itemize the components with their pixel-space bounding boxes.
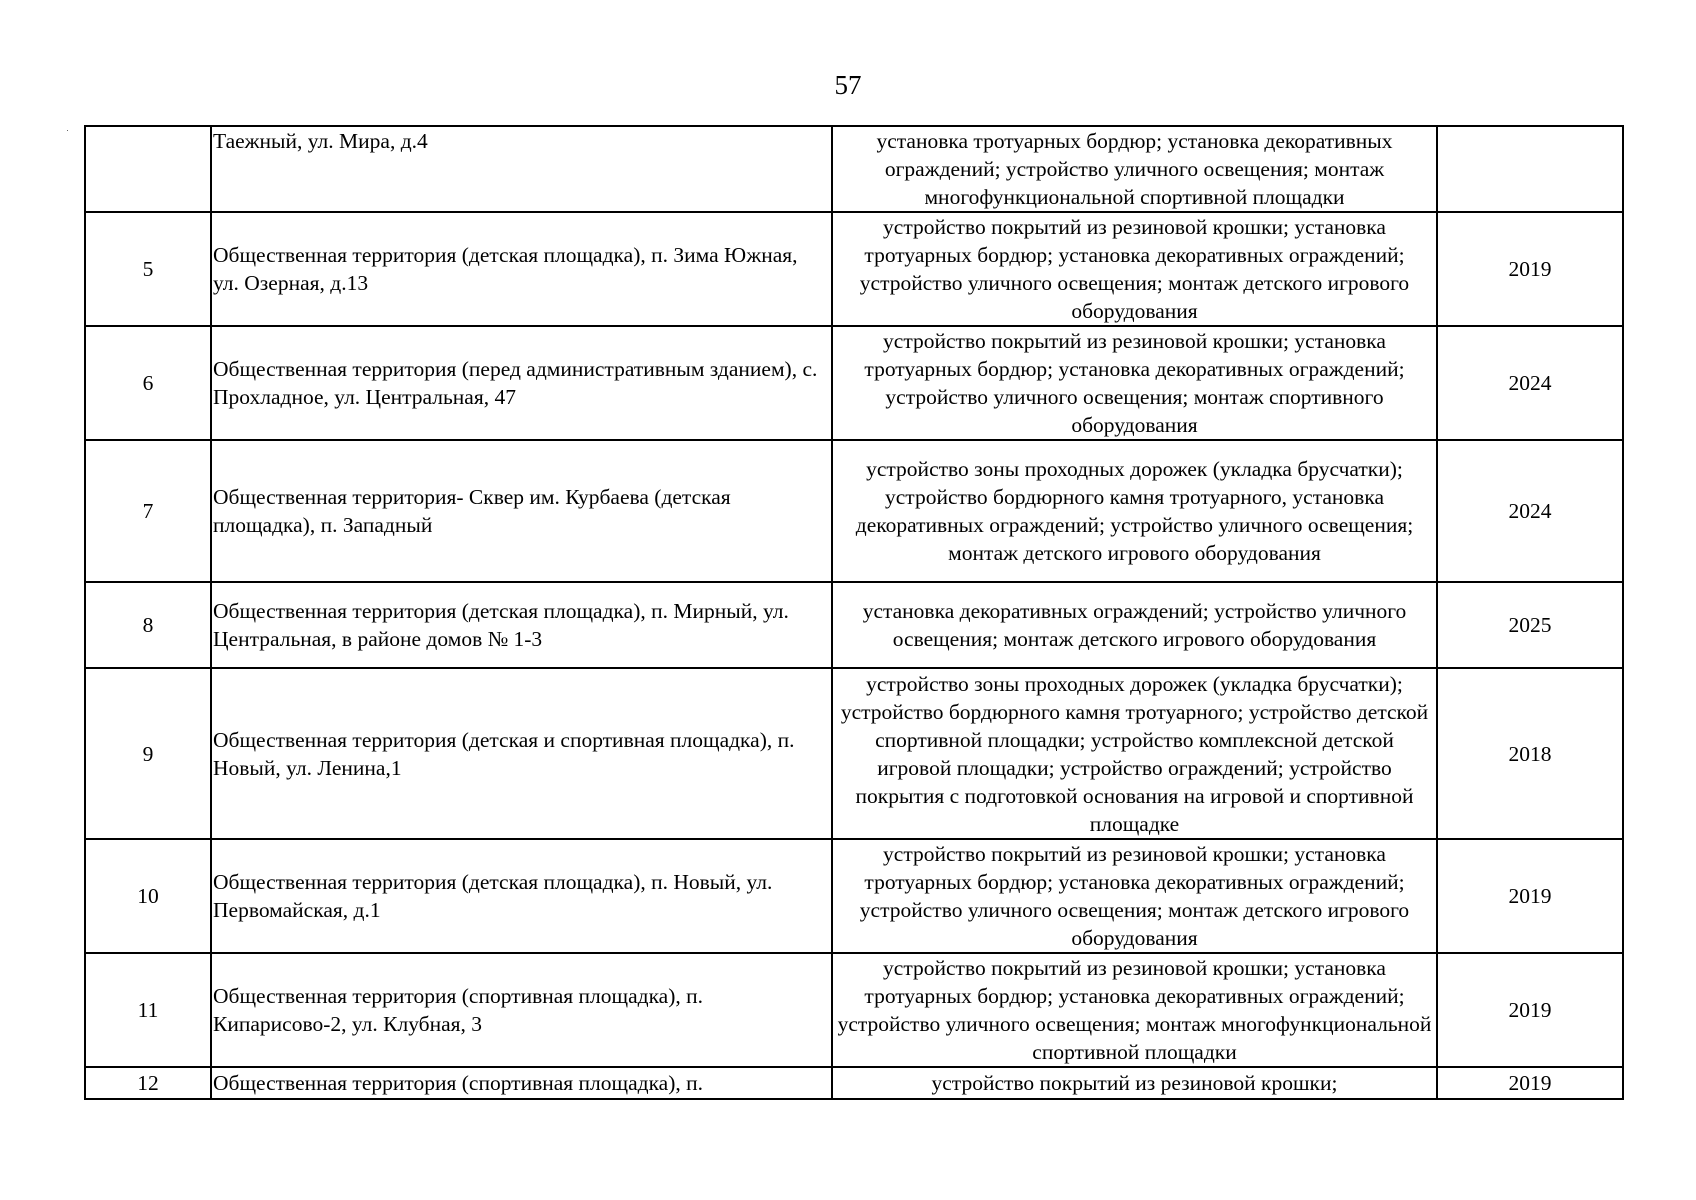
territory-address: Общественная территория (перед административным зданием), с. Прохладное, ул. Центральная, 47 [211, 326, 832, 440]
works-description: установка декоративных ограждений; устройство уличного освещения; монтаж детского игрового оборудования [832, 582, 1437, 668]
year-cell: 2024 [1437, 440, 1623, 582]
territory-address: Таежный, ул. Мира, д.4 [211, 126, 832, 212]
table-row [85, 326, 1623, 440]
row-number: 7 [85, 440, 211, 582]
row-number: 11 [85, 953, 211, 1067]
year-cell [1437, 126, 1623, 212]
table-row [85, 212, 1623, 326]
year-cell: 2019 [1437, 1067, 1623, 1099]
row-number: 12 [85, 1067, 211, 1099]
row-number [85, 126, 211, 212]
works-description: устройство зоны проходных дорожек (укладка брусчатки); устройство бордюрного камня тротуарного, установка декоративных ограждений; устройство уличного освещения; монтаж детского игрового оборудования [832, 440, 1437, 582]
year-cell: 2019 [1437, 839, 1623, 953]
row-number: 10 [85, 839, 211, 953]
table-row [85, 953, 1623, 1067]
territory-address: Общественная территория (детская площадка), п. Мирный, ул. Центральная, в районе домов № 1-3 [211, 582, 832, 668]
year-cell: 2019 [1437, 212, 1623, 326]
page-number: 57 [834, 70, 862, 100]
row-number: 9 [85, 668, 211, 839]
territory-address: Общественная территория (спортивная площадка), п. Кипарисово-2, ул. Клубная, 3 [211, 953, 832, 1067]
table-row [85, 668, 1623, 839]
table-row [85, 1067, 1623, 1099]
year-cell: 2019 [1437, 953, 1623, 1067]
works-description: устройство покрытий из резиновой крошки; установка тротуарных бордюр; установка декоративных ограждений; устройство уличного освещения; монтаж детского игрового оборудования [832, 212, 1437, 326]
scan-dot [67, 130, 68, 131]
row-number: 5 [85, 212, 211, 326]
row-number: 8 [85, 582, 211, 668]
year-cell: 2025 [1437, 582, 1623, 668]
works-description: установка тротуарных бордюр; установка декоративных ограждений; устройство уличного освещения; монтаж многофункциональной спортивной площадки [832, 126, 1437, 212]
table-row [85, 126, 1623, 212]
table-row [85, 582, 1623, 668]
works-description: устройство покрытий из резиновой крошки; установка тротуарных бордюр; установка декоративных ограждений; устройство уличного освещения; монтаж многофункциональной спортивной площадки [832, 953, 1437, 1067]
territory-address: Общественная территория (детская площадка), п. Новый, ул. Первомайская, д.1 [211, 839, 832, 953]
table-row [85, 839, 1623, 953]
works-description: устройство покрытий из резиновой крошки; установка тротуарных бордюр; установка декоративных ограждений; устройство уличного освещения; монтаж спортивного оборудования [832, 326, 1437, 440]
works-description: устройство зоны проходных дорожек (укладка брусчатки); устройство бордюрного камня тротуарного; устройство детской спортивной площадки; устройство комплексной детской игровой площадки; устройство ограждений; устройство покрытия с подготовкой основания на игровой и спортивной площадке [832, 668, 1437, 839]
row-number: 6 [85, 326, 211, 440]
territory-address: Общественная территория (спортивная площадка), п. [211, 1067, 832, 1099]
territory-address: Общественная территория- Сквер им. Курбаева (детская площадка), п. Западный [211, 440, 832, 582]
works-table [84, 125, 1624, 1100]
year-cell: 2024 [1437, 326, 1623, 440]
territory-address: Общественная территория (детская площадка), п. Зима Южная, ул. Озерная, д.13 [211, 212, 832, 326]
works-description: устройство покрытий из резиновой крошки; [832, 1067, 1437, 1099]
year-cell: 2018 [1437, 668, 1623, 839]
works-description: устройство покрытий из резиновой крошки; установка тротуарных бордюр; установка декоративных ограждений; устройство уличного освещения; монтаж детского игрового оборудования [832, 839, 1437, 953]
territory-address: Общественная территория (детская и спортивная площадка), п. Новый, ул. Ленина,1 [211, 668, 832, 839]
table-row [85, 440, 1623, 582]
